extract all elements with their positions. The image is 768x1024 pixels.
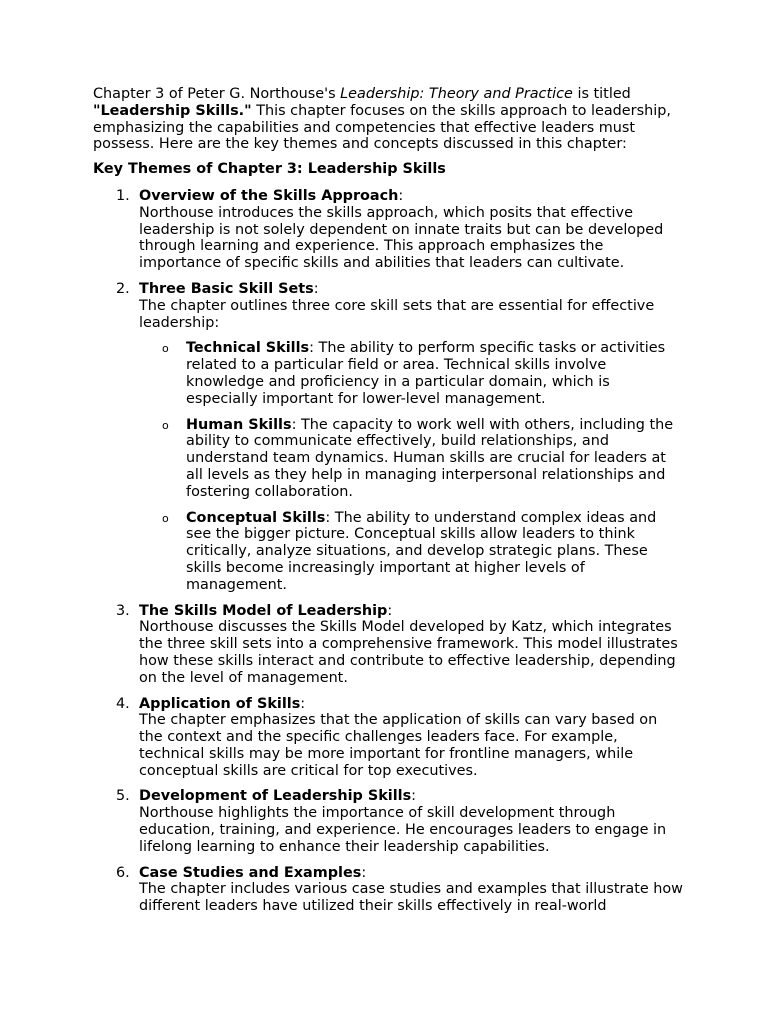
list-number: 5. (116, 788, 130, 805)
theme-body: The chapter includes various case studies and examples that illustrate how different leaders have utilized their skills effectively in real-world (139, 881, 683, 915)
list-number: 3. (116, 602, 130, 619)
skill-description: : The ability to understand complex ideas and see the bigger picture. Conceptual skills allow leaders to think critically, analyze situations, and develop strategic plans. These skills become increasingly important at higher levels of management. (186, 509, 657, 593)
section-heading: Key Themes of Chapter 3: Leadership Skills (93, 161, 446, 178)
skill-item (139, 417, 683, 501)
theme-title-line (139, 696, 683, 713)
intro-text: is titled (572, 86, 631, 102)
theme-item (93, 865, 683, 915)
theme-item (93, 696, 683, 780)
title-colon: : (300, 695, 306, 712)
themes-list (93, 188, 683, 915)
theme-title: Case Studies and Examples (139, 864, 362, 881)
title-colon: : (398, 187, 404, 204)
theme-body: The chapter emphasizes that the application of skills can vary based on the context and the specific challenges leaders face. For example, technical skills may be more important for frontline managers, while conceptual skills are critical for top executives. (139, 712, 658, 779)
theme-title: The Skills Model of Leadership (139, 602, 388, 619)
theme-item (93, 188, 683, 272)
list-number: 2. (116, 280, 130, 297)
title-colon: : (313, 280, 319, 297)
intro-paragraph (93, 86, 683, 153)
bullet-icon: o (162, 418, 169, 432)
skills-list (139, 340, 683, 593)
theme-title-line (139, 281, 683, 298)
theme-title-line (139, 188, 683, 205)
theme-title: Application of Skills (139, 695, 301, 712)
skill-item (139, 340, 683, 407)
list-number: 1. (116, 187, 130, 204)
skill-name: Human Skills (186, 416, 292, 433)
theme-title-line (139, 865, 683, 882)
theme-item (93, 603, 683, 687)
theme-body: Northouse introduces the skills approach, which posits that effective leadership is not solely dependent on innate traits but can be developed through learning and experience. This approach emphasizes the importance of specific skills and abilities that leaders can cultivate. (139, 204, 664, 272)
skill-name: Technical Skills (186, 340, 310, 357)
skill-item (139, 510, 683, 594)
theme-title: Three Basic Skill Sets (139, 280, 314, 297)
title-colon: : (361, 864, 367, 881)
book-title: Leadership: Theory and Practice (340, 86, 573, 102)
bullet-icon: o (162, 342, 169, 356)
skill-description: : The ability to perform specific tasks or activities related to a particular field or area. Technical skills involve knowledge and proficiency in a particular domain, which is especially important for lower-level management. (186, 340, 666, 407)
theme-title: Development of Leadership Skills (139, 788, 412, 805)
chapter-title: "Leadership Skills." (93, 102, 252, 119)
theme-title-line (139, 603, 683, 620)
theme-title: Overview of the Skills Approach (139, 187, 399, 204)
skill-description: : The capacity to work well with others, including the ability to communicate effectively, build relationships, and understand team dynamics. Human skills are crucial for leaders at all levels as they help in managing interpersonal relationships and fostering collaboration. (186, 416, 674, 500)
list-number: 6. (116, 864, 130, 881)
skill-name: Conceptual Skills (186, 509, 326, 526)
theme-body: Northouse highlights the importance of skill development through education, training, and experience. He encourages leaders to engage in lifelong learning to enhance their leadership capabilities. (139, 805, 667, 855)
list-number: 4. (116, 695, 130, 712)
theme-body: Northouse discusses the Skills Model developed by Katz, which integrates the three skill sets into a comprehensive framework. This model illustrates how these skills interact and contribute to effective leadership, depending on the level of management. (139, 619, 678, 686)
theme-title-line (139, 788, 683, 805)
theme-item (93, 788, 683, 855)
theme-item (93, 281, 683, 594)
title-colon: : (387, 602, 393, 619)
document-body (93, 86, 683, 924)
intro-text: This chapter focuses on the skills approach to leadership, emphasizing the capabilities and competencies that effective leaders must possess. Here are the key themes and concepts discussed in this chapter: (93, 102, 671, 153)
title-colon: : (411, 788, 417, 805)
bullet-icon: o (162, 511, 169, 525)
theme-body: The chapter outlines three core skill sets that are essential for effective leadership: (139, 297, 655, 331)
intro-text: Chapter 3 of Peter G. Northouse's (93, 86, 341, 102)
